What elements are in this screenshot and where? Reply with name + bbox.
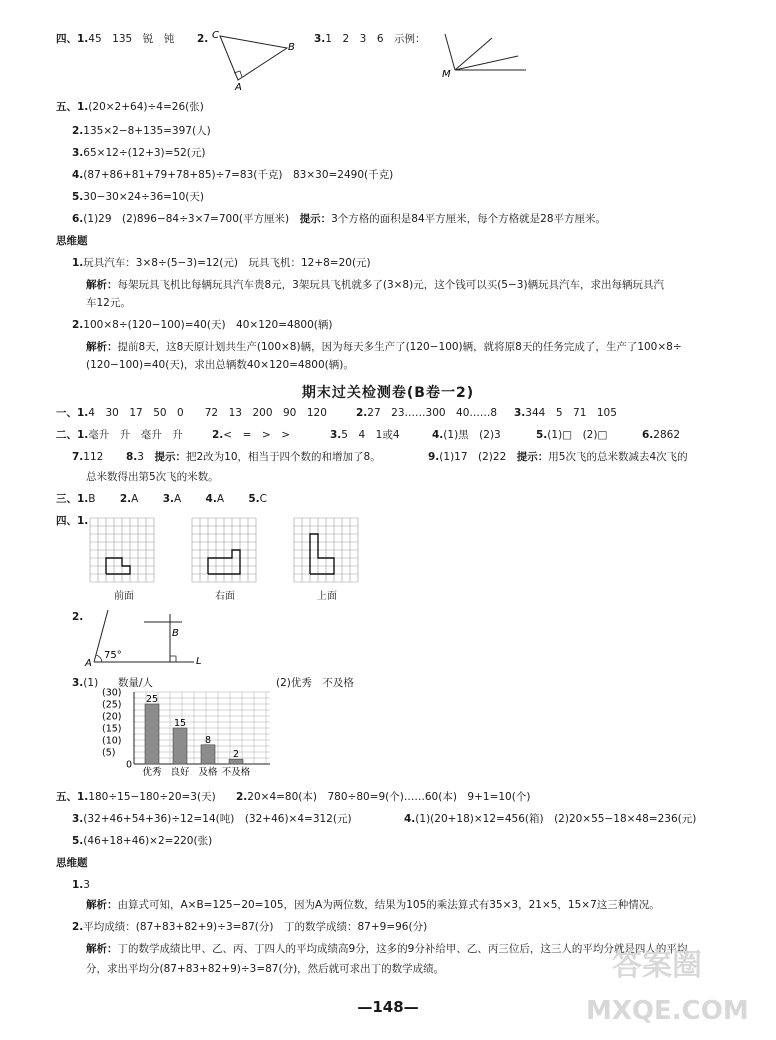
answer-text: (32+46+54+36)÷12=14(吨) (32+46)×4=312(元) [83, 813, 352, 825]
analysis-text: 丁的数学成绩比甲、乙、丙、丁四人的平均成绩高9分，这多的9分补给甲、乙、丙三位后，这三人的平均分就是四人的平均 [117, 943, 688, 955]
sec5-l5 [72, 190, 204, 204]
answer-text: < = > > [223, 429, 290, 441]
answer-text: (1)黑 (2)3 [443, 429, 501, 441]
tip-text: 总米数得出第5次飞的米数。 [86, 471, 219, 483]
y-tick-label: (30) [102, 687, 122, 699]
secB2-q2 [212, 428, 290, 442]
front-view-label: 前面 [114, 591, 134, 602]
bar [145, 704, 159, 764]
bar-chart [100, 688, 272, 780]
tip-label: 提示： [516, 451, 549, 463]
ray-example-figure [440, 28, 532, 80]
question-number: 9. [428, 451, 440, 463]
question-number: 2. [356, 407, 368, 419]
triangle-figure [205, 28, 305, 94]
answer-text: 30−30×24÷36=10(天) [83, 191, 204, 203]
right-view-label: 右面 [215, 591, 235, 602]
secB5-l5 [72, 834, 212, 848]
question-number: 7. [72, 451, 84, 463]
y-tick-label: 0 [126, 759, 133, 771]
analysis-text: 分，求出平均分(87+83+82+9)÷3=87(分)，然后就可求出丁的数学成绩。 [86, 963, 445, 975]
analysis-label: 解析： [86, 943, 118, 955]
question-number: 4. [72, 169, 84, 181]
question-number: 2. [212, 429, 224, 441]
sec5-l1 [56, 100, 204, 114]
bar-value-label: 2 [232, 749, 240, 761]
question-number: 4. [404, 813, 416, 825]
question-number: 2. [236, 791, 248, 803]
sec5-l4 [72, 168, 393, 182]
section-heading: 思维题 [56, 857, 88, 869]
secB3-line [56, 492, 267, 506]
secB2-q3 [330, 428, 400, 442]
analysis-label: 解析： [86, 899, 118, 911]
x-tick-label: 良好 [170, 767, 190, 778]
answer-text: (87+86+81+79+78+85)÷7=83(千克) 83×30=2490(千克) [83, 169, 394, 181]
sec4-line [56, 32, 174, 46]
question-number: 1. [72, 257, 84, 269]
answer-text: 毫升 升 毫升 升 [88, 429, 183, 441]
answer-text: (1)(20+18)×12=456(箱) (2)20×55−18×48=236(元) [415, 813, 697, 825]
label-b: B [172, 628, 179, 639]
answer-text: 平均成绩：(87+83+82+9)÷3=87(分) 丁的数学成绩：87+9=96(分) [83, 921, 428, 933]
label-a: A [85, 658, 92, 669]
label-l: L [196, 656, 202, 667]
angle-perpendicular-figure [84, 608, 214, 672]
answer-text: 27 23……300 40……8 [367, 407, 498, 419]
secB2-q4 [432, 428, 501, 442]
secB1-q2 [356, 406, 497, 420]
y-tick-label: (10) [102, 735, 122, 747]
question-number: 3. [162, 493, 174, 505]
question-number: 2. [119, 493, 132, 505]
q3-line [72, 676, 98, 690]
answer-text: B [88, 493, 96, 505]
sec5-l6 [72, 212, 606, 226]
question-number: 5. [72, 191, 84, 203]
sec4-q3 [314, 32, 426, 46]
answer-text: (20×2+64)÷4=26(张) [88, 101, 204, 113]
question-number: 四、1. [56, 515, 89, 527]
right-view-grid [192, 518, 256, 582]
question-number: 3. [314, 33, 326, 45]
sec5-l3 [72, 146, 206, 160]
answer-text: 180÷15−180÷20=3(天) [88, 791, 216, 803]
answer-text: 3 [137, 451, 144, 463]
tip-label: 提示： [154, 451, 186, 463]
answer-text: 65×12÷(12+3)=52(元) [83, 147, 206, 159]
question-number: 1. [72, 879, 84, 891]
question-number: 3. [72, 813, 84, 825]
page-number: —148— [357, 998, 419, 1016]
answer-text: 344 5 71 105 [525, 407, 617, 419]
tip-text: 用5次飞的总米数减去4次飞的 [548, 451, 688, 463]
question-number: 3. [72, 677, 84, 689]
secB1-q3 [514, 406, 617, 420]
chart-y-label: 数量/人 [118, 677, 154, 689]
question-number: 二、1. [56, 429, 89, 441]
question-number: 5. [536, 429, 548, 441]
think2-a1 [86, 898, 660, 912]
question-number: 8. [126, 451, 138, 463]
question-number: 三、1. [56, 493, 89, 505]
angle-label: 75° [104, 650, 122, 661]
think2-q1 [72, 878, 90, 892]
secB1-line [56, 406, 327, 420]
answer-text: (46+18+46)×2=220(张) [83, 835, 213, 847]
question-number: 四、1. [56, 33, 89, 45]
answer-text: 112 [83, 451, 104, 463]
think2-a2a [86, 942, 687, 956]
secB2-q7 [72, 450, 103, 464]
think2-q2 [72, 920, 427, 934]
think1-q1 [72, 256, 371, 270]
secB2-q1 [56, 428, 183, 442]
secB5-l4 [404, 812, 696, 826]
answer-text: 135×2−8+135=397(人) [83, 125, 211, 137]
x-tick-label: 优秀 [142, 767, 162, 778]
analysis-text: 每架玩具飞机比每辆玩具汽车贵8元，3架玩具飞机就多了(3×8)元，这个钱可以买(5−3)辆玩具汽车，求出每辆玩具汽 [117, 279, 665, 291]
watermark-url: MXQE.COM [586, 996, 749, 1026]
top-view-grid [294, 518, 358, 582]
tip-text: 3个方格的面积是84平方厘米，每个方格就是28平方厘米。 [331, 213, 606, 225]
label-b: B [288, 42, 295, 53]
answer-text: A [131, 493, 139, 505]
page-title: 期末过关检测卷(B卷一2) [301, 385, 475, 401]
label-c: C [212, 30, 219, 41]
answer-text: 4 30 17 50 0 72 13 200 90 120 [88, 407, 327, 419]
think1-a1a [86, 278, 664, 292]
question-number: 五、1. [56, 101, 89, 113]
question-number: 4. [432, 429, 444, 441]
question-number: 一、1. [56, 407, 89, 419]
question-number: 6. [72, 213, 84, 225]
sec5-l2 [72, 124, 211, 138]
y-tick-label: (15) [102, 723, 122, 735]
top-view-label: 上面 [317, 591, 337, 602]
question-number: 3. [72, 147, 84, 159]
analysis-text: 车12元。 [86, 297, 131, 309]
secB2-q5 [536, 428, 607, 442]
answer-text: 100×8÷(120−100)=40(天) 40×120=4800(辆) [83, 319, 333, 331]
answer-text: 45 135 锐 钝 [88, 33, 175, 45]
analysis-text: 提前8天，这8天原计划共生产(100×8)辆，因为每天多生产了(120−100)辆，就将原8天的任务完成了，生产了100×8÷ [117, 341, 682, 353]
answer-text: (1)□ (2)□ [547, 429, 608, 441]
question-number: 5. [248, 493, 260, 505]
secB5-l2 [236, 790, 530, 804]
y-tick-label: (5) [102, 747, 116, 759]
question-number: 五、1. [56, 791, 89, 803]
x-tick-label: 不及格 [221, 767, 251, 778]
section-heading: 思维题 [56, 235, 88, 247]
front-view-grid [90, 518, 154, 582]
bar [173, 728, 187, 764]
answer-text: 5 4 1或4 [341, 429, 400, 441]
label-m: M [442, 69, 451, 80]
answer-text: 20×4=80(本) 780÷80=9(个)……60(本) 9+1=10(个) [247, 791, 531, 803]
bar [201, 745, 215, 764]
think1-q2 [72, 318, 332, 332]
question-number: 2. [72, 921, 84, 933]
tip-label: 提示： [299, 213, 332, 225]
tip-text: 把2改为10，相当于四个数的和增加了8。 [185, 451, 381, 463]
secB5-l3 [72, 812, 352, 826]
answer-text: C [259, 493, 267, 505]
secB2-q8 [126, 450, 381, 464]
answer-text: (2)优秀 不及格 [276, 677, 354, 689]
secB2-q6 [642, 428, 680, 442]
question-number: 4. [205, 493, 217, 505]
question-number: 3. [330, 429, 342, 441]
think1-a2a [86, 340, 682, 354]
bar-value-label: 15 [173, 718, 187, 729]
secB5-l1 [56, 790, 216, 804]
answer-text: 1 2 3 6 示例： [325, 33, 426, 45]
question-number: 2. [72, 319, 84, 331]
analysis-text: 由算式可知，A×B=125−20=105，因为A为两位数，结果为105的乘法算式有35×3，21×5，15×7这三种情况。 [117, 899, 660, 911]
watermark-logo: 答案圈 [612, 948, 702, 983]
y-tick-label: (25) [102, 699, 122, 711]
label-a: A [235, 82, 242, 93]
answer-text: 3 [83, 879, 90, 891]
analysis-text: (120−100)=40(天)，求出总辆数40×120=4800(辆)。 [86, 359, 354, 371]
answer-text: A [216, 493, 224, 505]
answer-text: 2862 [653, 429, 681, 441]
analysis-label: 解析： [86, 341, 118, 353]
secB2-q9 [428, 450, 688, 464]
y-tick-label: (20) [102, 711, 122, 723]
analysis-label: 解析： [86, 279, 118, 291]
question-number: 2. [72, 125, 84, 137]
answer-text: (1)29 (2)896−84÷3×7=700(平方厘米) [83, 213, 290, 225]
bar-value-label: 8 [204, 734, 212, 746]
question-number: 2. [72, 611, 84, 623]
bar-value-label: 25 [145, 694, 159, 705]
answer-text: (1) [83, 677, 99, 689]
question-number: 5. [72, 835, 84, 847]
answer-text: A [173, 493, 182, 505]
x-tick-label: 及格 [198, 767, 218, 778]
question-number: 2. [197, 33, 209, 45]
answer-text: 玩具汽车：3×8÷(5−3)=12(元) 玩具飞机：12+8=20(元) [83, 257, 371, 269]
question-number: 3. [514, 407, 526, 419]
answer-text: (1)17 (2)22 [439, 451, 507, 463]
question-number: 6. [642, 429, 654, 441]
